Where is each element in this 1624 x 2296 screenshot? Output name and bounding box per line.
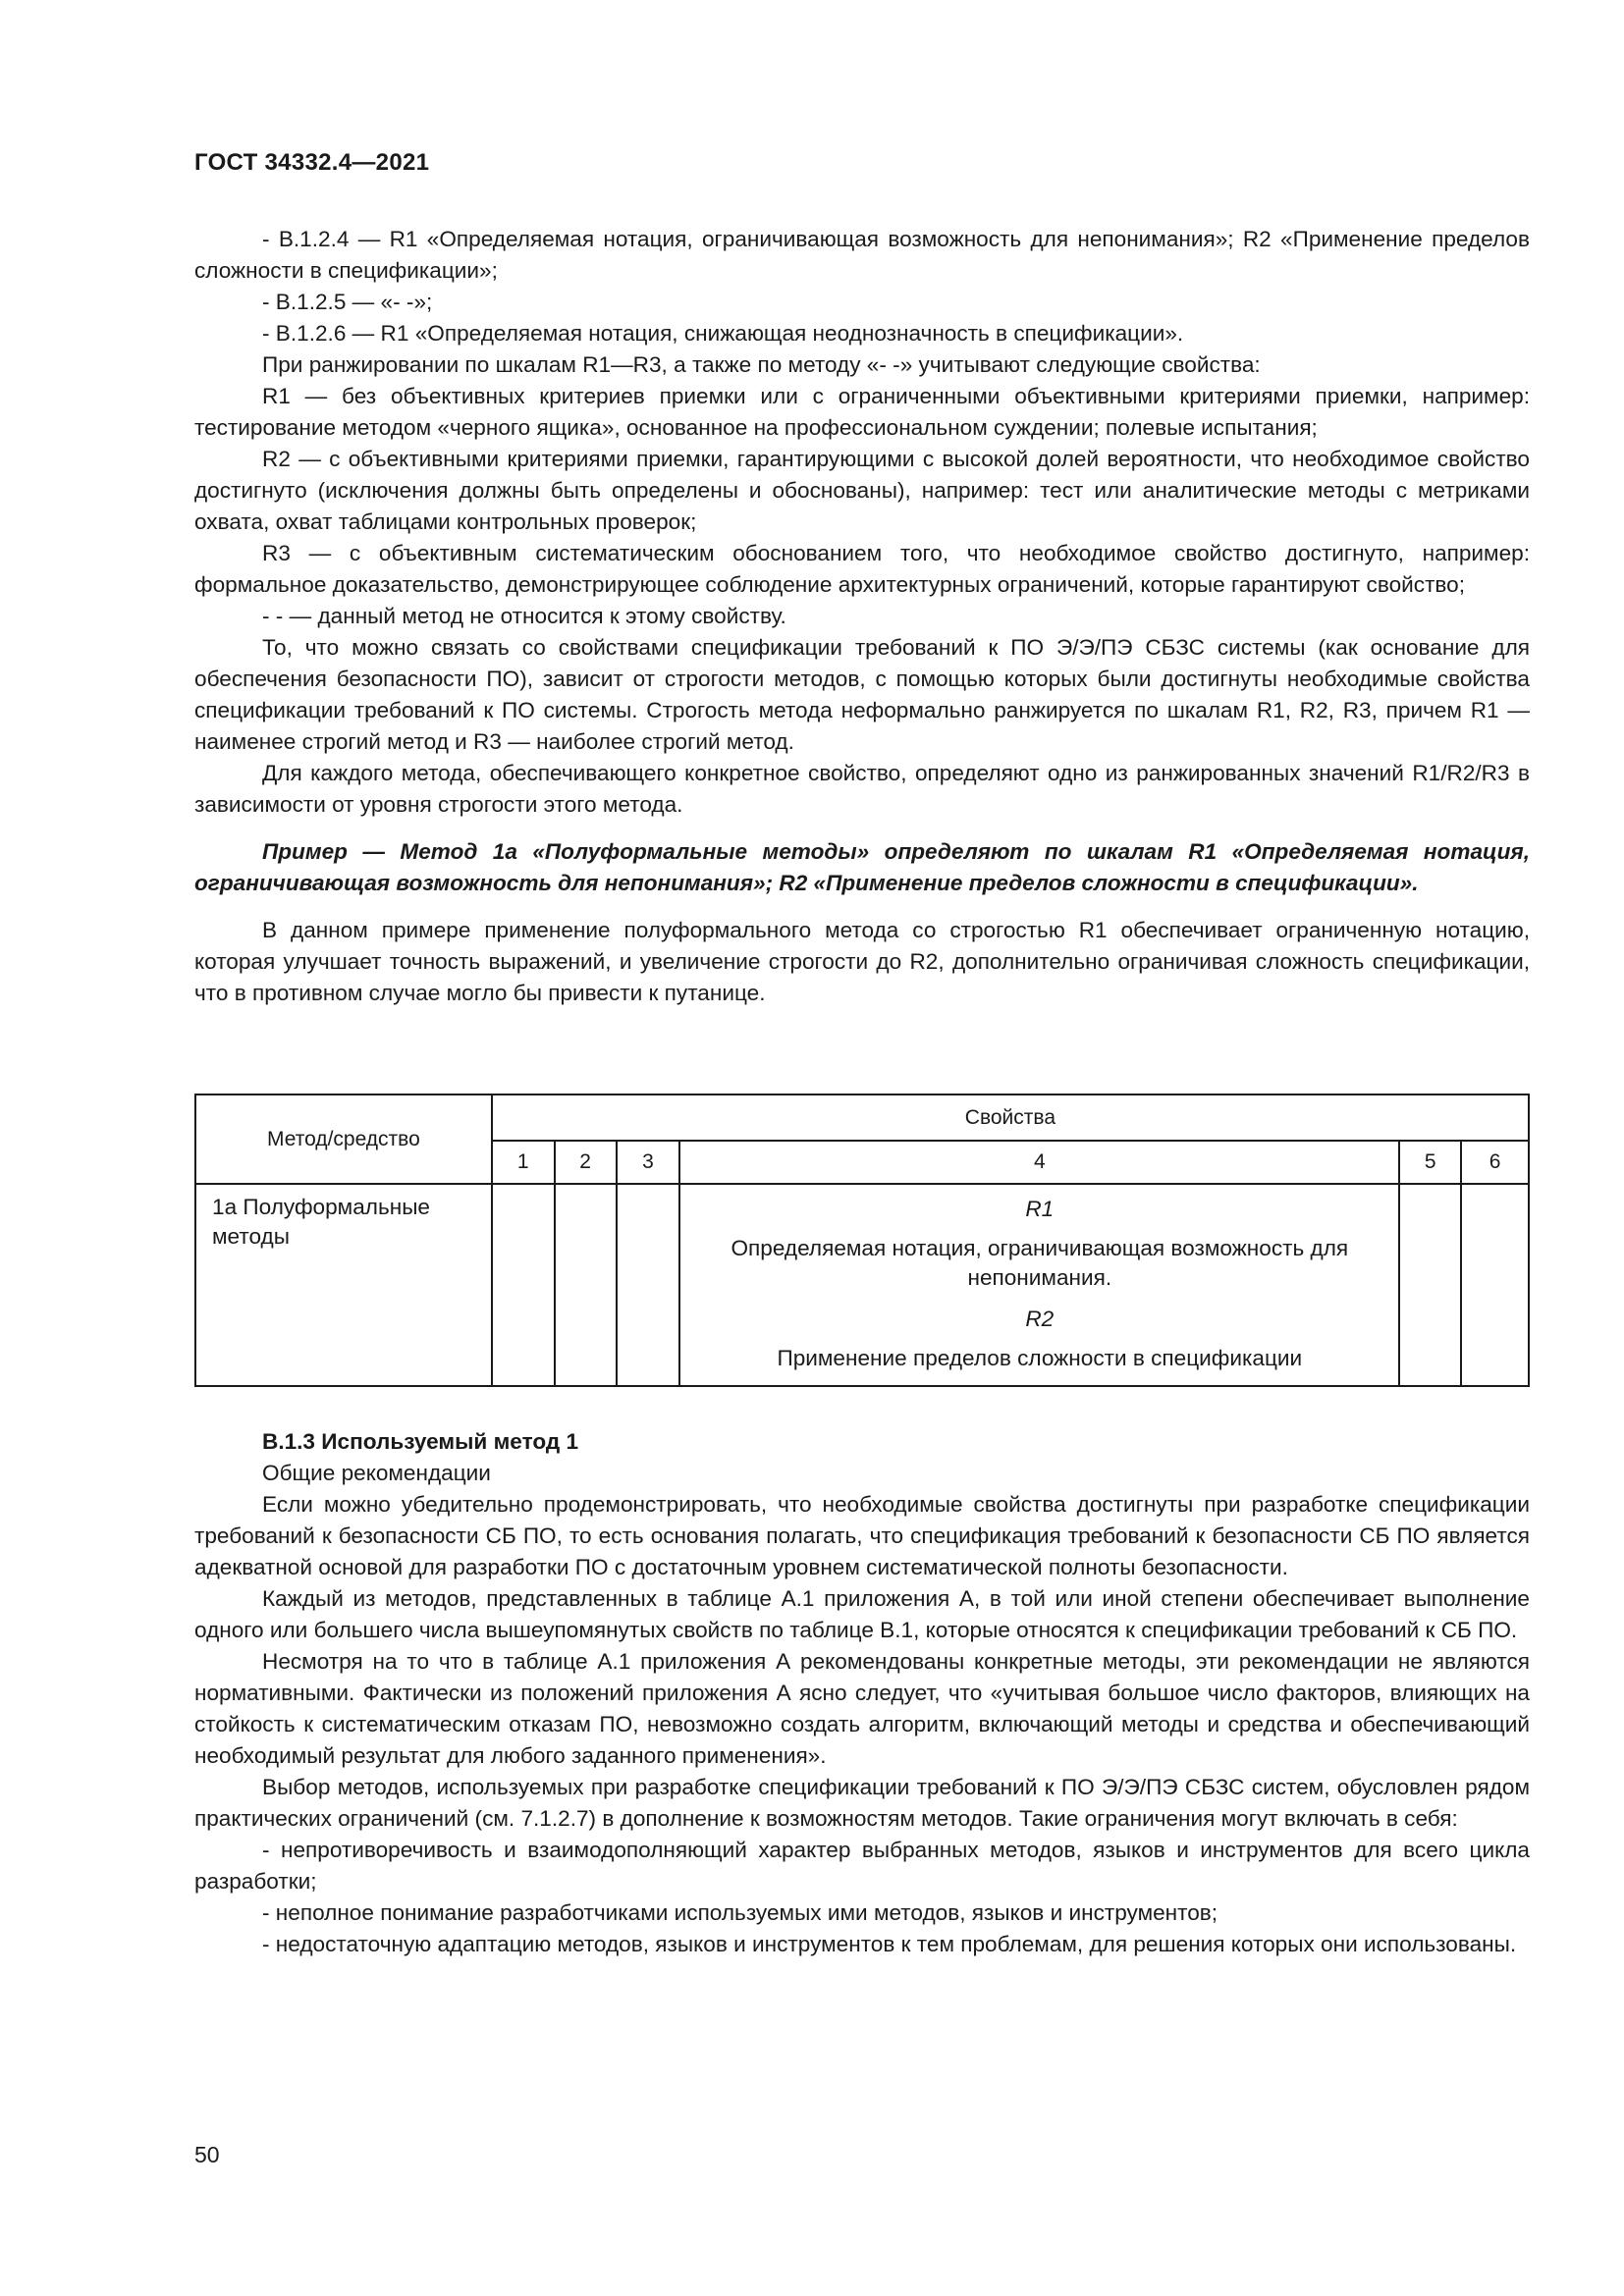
property-4-cell	[679, 1184, 1399, 1386]
properties-table	[194, 1094, 1530, 1387]
table-cell	[617, 1184, 680, 1386]
column-header: 1	[492, 1141, 555, 1184]
section-subtitle: Общие рекомендации	[262, 1461, 491, 1485]
example-explanation: В данном примере применение полуформального метода со строгостью R1 обеспечивает ограниченную нотацию, которая улучшает точность выражений, и увеличение строгости до R2, дополнительно ограничивая сложность спецификации, что в противном случае могло бы привести к путанице.	[194, 918, 1530, 1005]
paragraph: Для каждого метода, обеспечивающего конкретное свойство, определяют одно из ранжированных значений R1/R2/R3 в зависимости от уровня строгости этого метода.	[194, 761, 1530, 817]
table-cell	[555, 1184, 617, 1386]
intro-text	[194, 224, 1530, 1009]
table-cell	[1399, 1184, 1461, 1386]
paragraph: Несмотря на то что в таблице А.1 приложения А рекомендованы конкретные методы, эти рекомендации не являются нормативными. Фактически из положений приложения А ясно следует, что «учитывая большое число факторов, влияющих на стойкость к систематическим отказам ПО, невозможно создать алгоритм, включающий методы и средства и обеспечивающий необходимый результат для любого заданного применения».	[194, 1649, 1530, 1768]
column-header: 2	[555, 1141, 617, 1184]
table-cell	[492, 1184, 555, 1386]
paragraph: При ранжировании по шкалам R1—R3, а также по методу «- -» учитывают следующие свойства:	[262, 352, 1261, 377]
column-header: 6	[1461, 1141, 1529, 1184]
section-title: B.1.3 Используемый метод 1	[262, 1429, 579, 1454]
paragraph: Выбор методов, используемых при разработке спецификации требований к ПО Э/Э/ПЭ СБЗС систем, обусловлен рядом практических ограничений (см. 7.1.2.7) в дополнение к возможностям методов. Такие ограничения могут включать в себя:	[194, 1775, 1530, 1831]
method-cell: 1а Полуформальные методы	[195, 1184, 492, 1386]
method-header: Метод/средство	[195, 1095, 492, 1184]
list-item: - недостаточную адаптацию методов, языков и инструментов к тем проблемам, для решения которых они использованы.	[262, 1932, 1517, 1956]
section-text	[194, 1426, 1530, 1960]
page-number: 50	[194, 2142, 220, 2167]
paragraph: Если можно убедительно продемонстрировать, что необходимые свойства достигнуты при разработке спецификации требований к безопасности СБ ПО, то есть основания полагать, что спецификация требований к безопасности СБ ПО является адекватной основой для разработки ПО с достаточным уровнем систематической полноты безопасности.	[194, 1492, 1530, 1579]
paragraph: То, что можно связать со свойствами спецификации требований к ПО Э/Э/ПЭ СБЗС системы (как основание для обеспечения безопасности ПО), зависит от строгости методов, с помощью которых были достигнуты необходимые свойства спецификации требований к ПО системы. Строгость метода неформально ранжируется по шкалам R1, R2, R3, причем R1 — наименее строгий метод и R3 — наиболее строгий метод.	[194, 635, 1530, 754]
paragraph: Каждый из методов, представленных в таблице А.1 приложения А, в той или иной степени обеспечивает выполнение одного или большего числа вышеупомянутых свойств по таблице В.1, которые относятся к спецификации требований к СБ ПО.	[194, 1586, 1530, 1642]
column-header: 5	[1399, 1141, 1461, 1184]
rank-label: R1	[1025, 1197, 1055, 1221]
example-note: Пример — Метод 1а «Полуформальные методы» определяют по шкалам R1 «Определяемая нотация, ограничивающая возможность для непонимания»; R2 «Применение пределов сложности в спецификации».	[194, 839, 1530, 895]
rank-label: R2	[1025, 1307, 1055, 1331]
table-row	[195, 1184, 1529, 1386]
list-item: - неполное понимание разработчиками используемых ими методов, языков и инструментов;	[262, 1900, 1218, 1925]
paragraph: R1 — без объективных критериев приемки или с ограниченными объективными критериями приемки, например: тестирование методом «черного ящика», основанное на профессиональном суждении; полевые испытания;	[194, 384, 1530, 440]
document-header: ГОСТ 34332.4—2021	[194, 149, 430, 176]
properties-header: Свойства	[492, 1095, 1529, 1141]
rank-description: Применение пределов сложности в спецификации	[777, 1346, 1303, 1370]
paragraph: - B.1.2.6 — R1 «Определяемая нотация, снижающая неоднозначность в спецификации».	[262, 321, 1184, 346]
paragraph: - B.1.2.4 — R1 «Определяемая нотация, ограничивающая возможность для непонимания»; R2 «Применение пределов сложности в спецификации»;	[194, 227, 1530, 283]
paragraph: - - — данный метод не относится к этому свойству.	[262, 604, 786, 628]
paragraph: - B.1.2.5 — «- -»;	[262, 290, 433, 314]
paragraph: R3 — с объективным систематическим обоснованием того, что необходимое свойство достигнуто, например: формальное доказательство, демонстрирующее соблюдение архитектурных ограничений, которые гарантируют свойство;	[194, 541, 1530, 597]
paragraph: R2 — с объективными критериями приемки, гарантирующими с высокой долей вероятности, что необходимое свойство достигнуто (исключения должны быть определены и обоснованы), например: тест или аналитические методы с метриками охвата, охват таблицами контрольных проверок;	[194, 447, 1530, 534]
column-header: 3	[617, 1141, 680, 1184]
list-item: - непротиворечивость и взаимодополняющий характер выбранных методов, языков и инструментов для всего цикла разработки;	[194, 1838, 1530, 1894]
column-header: 4	[679, 1141, 1399, 1184]
table-cell	[1461, 1184, 1529, 1386]
rank-description: Определяемая нотация, ограничивающая возможность для непонимания.	[731, 1236, 1349, 1290]
